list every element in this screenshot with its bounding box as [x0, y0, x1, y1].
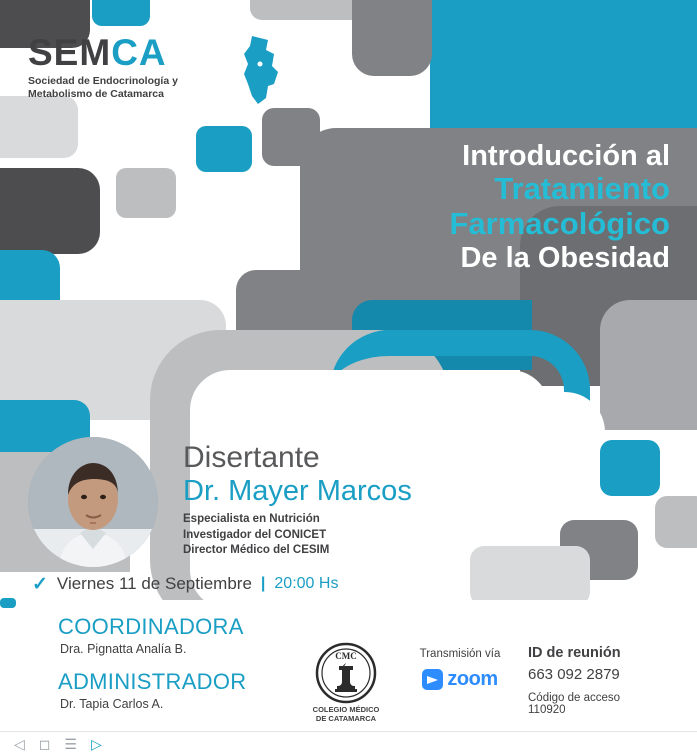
zoom-logo	[422, 668, 497, 691]
decor-square-19	[0, 598, 16, 608]
meeting-code-label: Código de acceso	[528, 692, 621, 704]
home-icon[interactable]: ◻	[38, 735, 51, 752]
broadcast-label: Transmisión vía	[419, 648, 501, 660]
poster-title	[330, 140, 670, 274]
menu-icon[interactable]: ☰	[64, 735, 77, 752]
cmc-caption	[300, 705, 392, 724]
decor-square-6	[0, 168, 100, 254]
decor-square-5	[0, 96, 78, 158]
zoom-wordmark: zoom	[447, 668, 498, 690]
title-line-2: Tratamiento	[494, 171, 670, 207]
decor-square-4	[352, 0, 432, 76]
semca-logo	[28, 34, 223, 101]
meeting-block	[528, 645, 688, 716]
staff-spacer	[58, 656, 246, 670]
administrator-role: ADMINISTRADOR	[58, 669, 247, 695]
semca-subtitle	[28, 75, 223, 101]
speaker-name: Dr. Mayer Marcos	[183, 475, 412, 507]
decor-square-15	[600, 440, 660, 496]
decor-square-2	[92, 0, 150, 26]
speaker-credentials	[183, 512, 513, 559]
semca-subtitle-line1: Sociedad de Endocrinología y	[28, 75, 178, 87]
cmc-caption-line2: DE CATAMARCA	[315, 714, 377, 724]
catamarca-map-icon	[222, 34, 292, 114]
decor-plate-gray-right	[600, 300, 697, 430]
decor-square-8	[196, 126, 252, 172]
speaker-info	[183, 443, 513, 559]
decor-square-7	[116, 168, 176, 218]
back-icon[interactable]: ◁	[14, 735, 25, 752]
meeting-id-label: ID de reunión	[528, 645, 621, 661]
administrator-name: Dr. Tapia Carlos A.	[60, 697, 164, 712]
title-line-3: Farmacológico	[449, 206, 670, 242]
semca-subtitle-line2: Metabolismo de Catamarca	[28, 88, 164, 101]
zoom-camera-icon	[422, 669, 443, 690]
event-date-row	[32, 574, 338, 594]
semca-wordmark	[28, 34, 223, 71]
meeting-code-value: 110920	[528, 704, 566, 716]
decor-square-9	[262, 108, 320, 166]
speaker-avatar	[28, 437, 158, 567]
forward-icon[interactable]: ▷	[90, 735, 102, 752]
broadcast-block	[405, 648, 515, 695]
cmc-logo	[300, 642, 392, 724]
date-separator: |	[260, 575, 266, 592]
staff-block	[58, 615, 246, 711]
coordinator-role: COORDINADORA	[58, 614, 244, 639]
speaker-role: Disertante	[183, 441, 320, 474]
event-date: Viernes 11 de Septiembre	[56, 574, 252, 593]
event-time: 20:00 Hs	[274, 575, 339, 592]
check-icon: ✓	[32, 573, 48, 595]
android-navigation-bar	[0, 731, 697, 755]
coordinator-name: Dra. Pignatta Analía B.	[60, 642, 187, 657]
meeting-id-value: 663 092 2879	[528, 666, 620, 683]
title-line-1: Introducción al	[462, 140, 670, 172]
semca-wordmark-sem: SEM	[28, 32, 112, 73]
speaker-credential-2: Investigador del CONICET	[183, 528, 327, 541]
decor-square-16	[655, 496, 697, 548]
svg-text:CMC: CMC	[335, 651, 357, 661]
speaker-credential-3: Director Médico del CESIM	[183, 544, 330, 557]
title-line-4: De la Obesidad	[460, 241, 670, 274]
speaker-credential-1: Especialista en Nutrición	[183, 513, 320, 526]
cmc-caption-line1: COLEGIO MÉDICO	[312, 705, 380, 714]
semca-wordmark-ca: CA	[111, 32, 167, 73]
